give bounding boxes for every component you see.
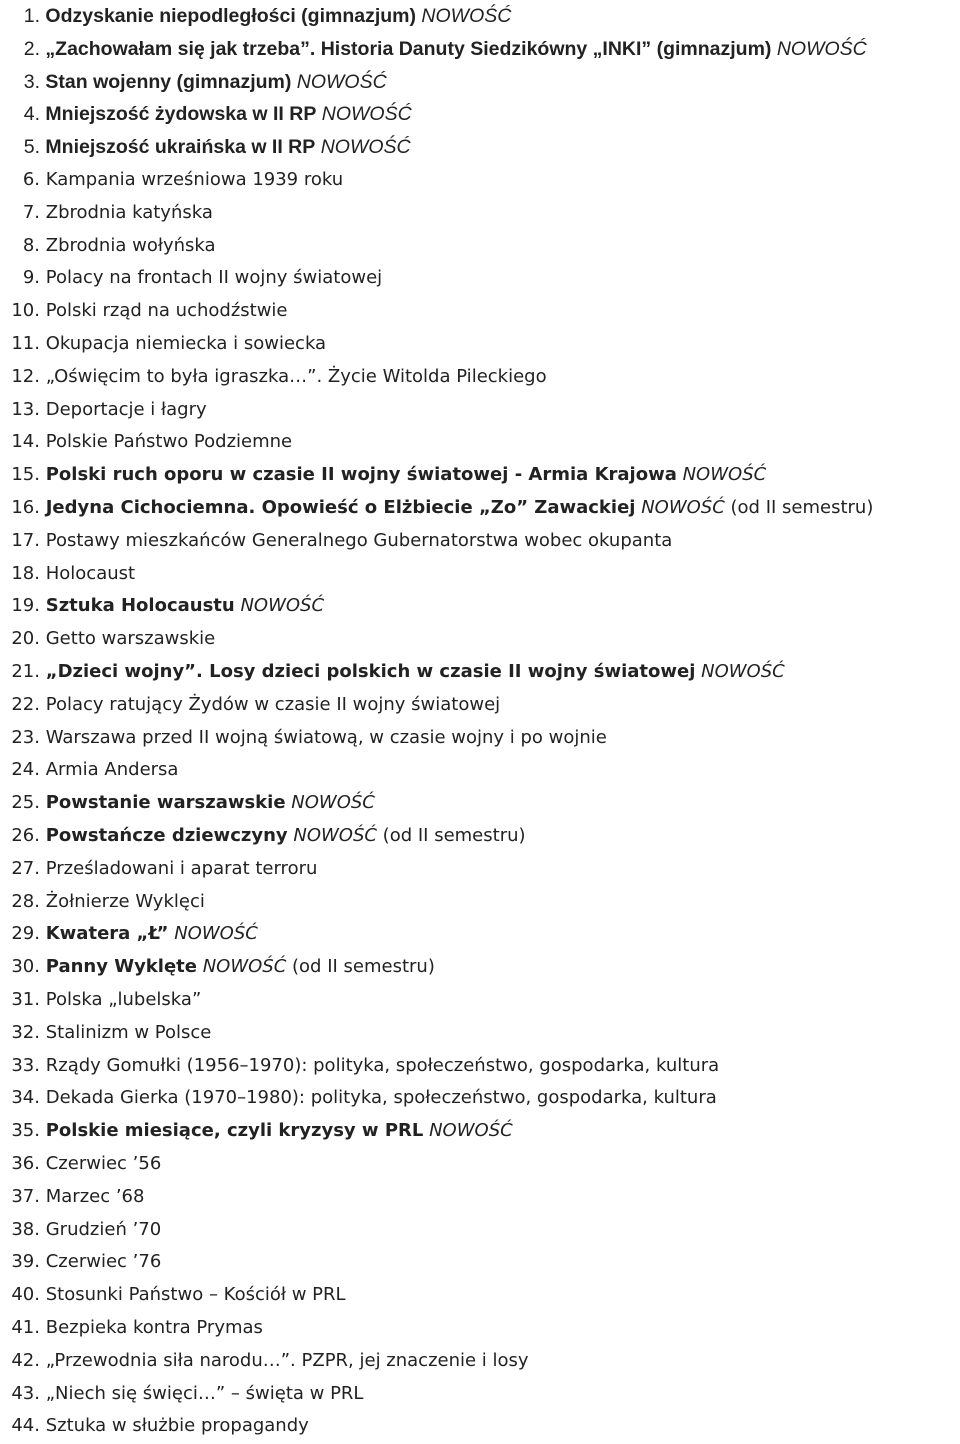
item-text: Marzec ’68 — [45, 1185, 145, 1207]
item-text: Prześladowani i aparat terroru — [45, 857, 318, 879]
new-badge: NOWOŚĆ — [296, 70, 387, 93]
new-badge: NOWOŚĆ — [291, 792, 375, 814]
item-number: 13. — [11, 398, 40, 420]
item-text: „Przewodnia siła narodu…”. PZPR, jej znaczenie i losy — [45, 1349, 529, 1371]
list-item — [0, 230, 216, 263]
item-number: 3. — [23, 70, 40, 93]
item-number: 29. — [11, 923, 40, 945]
item-number: 5. — [23, 136, 40, 159]
item-number: 33. — [11, 1054, 40, 1076]
list-item — [0, 558, 135, 591]
list-item — [0, 787, 375, 820]
list-item — [0, 689, 500, 722]
item-text: (od II semestru) — [286, 956, 435, 978]
item-number: 27. — [11, 857, 40, 879]
item-text: Bezpieka kontra Prymas — [45, 1317, 263, 1338]
list-item — [0, 1279, 346, 1312]
item-text: Okupacja niemiecka i sowiecka — [45, 333, 327, 354]
item-text: Armia Andersa — [45, 759, 179, 781]
item-text: Rządy Gomułki (1956–1970): polityka, społeczeństwo, gospodarka, kultura — [45, 1054, 720, 1076]
item-title-bold: Jedyna Cichociemna. Opowieść o Elżbiecie „Zo” Zawackiej — [45, 497, 636, 518]
item-text: Stosunki Państwo – Kościół w PRL — [45, 1284, 346, 1306]
list-item — [0, 394, 207, 427]
list-item — [0, 590, 324, 623]
list-item — [0, 131, 411, 164]
list-item — [0, 525, 672, 558]
item-number: 19. — [11, 595, 40, 617]
item-text: Polacy ratujący Żydów w czasie II wojny światowej — [45, 693, 501, 715]
item-text: „Niech się święci…” – święta w PRL — [45, 1382, 364, 1404]
list-item — [0, 656, 785, 689]
list-item — [0, 1312, 263, 1345]
item-number: 16. — [11, 497, 40, 518]
item-title-bold: Stan wojenny (gimnazjum) — [45, 70, 292, 93]
new-badge: NOWOŚĆ — [174, 923, 258, 945]
item-number: 41. — [11, 1317, 40, 1338]
item-number: 7. — [22, 201, 40, 223]
item-text: Dekada Gierka (1970–1980): polityka, społeczeństwo, gospodarka, kultura — [45, 1087, 717, 1109]
item-text: Grudzień ’70 — [45, 1218, 162, 1240]
list-item — [0, 1050, 719, 1083]
item-number: 30. — [11, 956, 40, 978]
item-title-bold: Kwatera „Ł” — [45, 923, 169, 945]
list-item — [0, 164, 343, 197]
list-item — [0, 492, 873, 525]
list-item — [0, 0, 511, 33]
list-item — [0, 951, 435, 984]
list-item — [0, 1345, 529, 1378]
list-item — [0, 1378, 363, 1411]
list-item — [0, 754, 178, 787]
item-title-bold: Mniejszość ukraińska w II RP — [45, 136, 316, 159]
list-item — [0, 1214, 161, 1247]
list-item — [0, 1246, 161, 1279]
item-number: 32. — [11, 1021, 40, 1043]
item-number: 11. — [11, 333, 40, 354]
item-title-bold: Sztuka Holocaustu — [45, 595, 235, 617]
item-number: 18. — [11, 562, 40, 584]
item-number: 42. — [11, 1349, 40, 1371]
item-number: 23. — [11, 726, 40, 748]
new-badge: NOWOŚĆ — [776, 37, 867, 60]
new-badge: NOWOŚĆ — [240, 595, 325, 617]
list-item — [0, 984, 201, 1017]
new-badge: NOWOŚĆ — [701, 661, 785, 682]
new-badge: NOWOŚĆ — [641, 497, 725, 518]
item-number: 4. — [23, 103, 40, 126]
item-text: Kampania wrześniowa 1939 roku — [45, 169, 344, 190]
list-item — [0, 328, 326, 361]
list-item — [0, 66, 387, 99]
item-number: 26. — [11, 825, 40, 846]
list-item — [0, 853, 317, 886]
list-item — [0, 262, 382, 295]
list-item — [0, 1017, 211, 1050]
list-item — [0, 459, 766, 492]
list-item — [0, 295, 288, 328]
item-text: Zbrodnia wołyńska — [45, 234, 216, 256]
item-text: Polacy na frontach II wojny światowej — [45, 267, 383, 289]
list-item — [0, 1115, 513, 1148]
item-text: (od II semestru) — [724, 497, 874, 518]
item-title-bold: Powstańcze dziewczyny — [45, 825, 288, 846]
item-number: 1. — [23, 5, 40, 27]
item-text: Polski rząd na uchodźstwie — [45, 300, 288, 322]
list-item — [0, 886, 205, 919]
item-text: Sztuka w służbie propagandy — [45, 1415, 309, 1437]
item-number: 28. — [11, 890, 40, 912]
item-text: Polskie Państwo Podziemne — [45, 431, 293, 453]
item-number: 22. — [11, 693, 40, 715]
item-title-bold: Mniejszość żydowska w II RP — [45, 103, 317, 126]
item-title-bold: Polskie miesiące, czyli kryzysy w PRL — [45, 1120, 424, 1142]
list-item — [0, 1410, 309, 1443]
item-number: 39. — [11, 1251, 40, 1273]
item-number: 2. — [23, 37, 40, 60]
item-number: 14. — [11, 431, 40, 453]
item-number: 43. — [11, 1382, 40, 1404]
item-text: Holocaust — [45, 562, 136, 584]
item-number: 6. — [22, 169, 40, 190]
item-text: Stalinizm w Polsce — [45, 1021, 212, 1043]
item-number: 31. — [11, 989, 40, 1010]
item-number: 40. — [11, 1284, 40, 1306]
item-text: Zbrodnia katyńska — [45, 201, 213, 223]
item-title-bold: „Dzieci wojny”. Losy dzieci polskich w czasie II wojny światowej — [45, 661, 696, 682]
item-number: 15. — [11, 464, 40, 486]
item-title-bold: Polski ruch oporu w czasie II wojny światowej - Armia Krajowa — [45, 464, 677, 486]
item-title-bold: „Zachowałam się jak trzeba”. Historia Danuty Siedzikówny „INKI” (gimnazjum) — [45, 37, 772, 60]
new-badge: NOWOŚĆ — [429, 1120, 513, 1142]
item-text: Żołnierze Wyklęci — [45, 890, 205, 912]
list-item — [0, 1082, 717, 1115]
list-item — [0, 722, 607, 755]
list-item — [0, 33, 867, 66]
item-text: Czerwiec ’56 — [45, 1153, 162, 1174]
item-number: 25. — [11, 792, 40, 814]
item-number: 10. — [11, 300, 40, 322]
item-text: Postawy mieszkańców Generalnego Gubernatorstwa wobec okupanta — [45, 529, 673, 551]
list-item — [0, 623, 215, 656]
item-number: 17. — [11, 529, 40, 551]
new-badge: NOWOŚĆ — [293, 825, 377, 846]
item-number: 9. — [22, 267, 40, 289]
item-number: 12. — [11, 365, 40, 387]
new-badge: NOWOŚĆ — [320, 136, 411, 159]
list-item — [0, 1148, 161, 1181]
list-item — [0, 197, 213, 230]
item-text: Deportacje i łagry — [45, 398, 207, 420]
item-number: 20. — [11, 628, 40, 650]
item-number: 36. — [11, 1153, 40, 1174]
item-title-bold: Odzyskanie niepodległości (gimnazjum) — [45, 5, 416, 27]
item-text: Warszawa przed II wojną światową, w czasie wojny i po wojnie — [45, 726, 607, 748]
item-number: 38. — [11, 1218, 40, 1240]
list-item — [0, 1181, 144, 1214]
item-text: (od II semestru) — [376, 825, 526, 846]
list-item — [0, 918, 258, 951]
item-number: 35. — [11, 1120, 40, 1142]
item-number: 44. — [11, 1415, 40, 1437]
item-text: „Oświęcim to była igraszka…”. Życie Witolda Pileckiego — [45, 365, 547, 387]
new-badge: NOWOŚĆ — [321, 103, 412, 126]
item-text: Polska „lubelska” — [45, 989, 202, 1010]
item-number: 21. — [11, 661, 40, 682]
item-title-bold: Powstanie warszawskie — [45, 792, 286, 814]
item-number: 34. — [11, 1087, 40, 1109]
item-text: Getto warszawskie — [45, 628, 216, 650]
list-item — [0, 820, 526, 853]
item-text: Czerwiec ’76 — [45, 1251, 162, 1273]
item-number: 8. — [22, 234, 40, 256]
list-item — [0, 361, 547, 394]
list-item — [0, 426, 292, 459]
new-badge: NOWOŚĆ — [421, 5, 512, 27]
new-badge: NOWOŚĆ — [682, 464, 767, 486]
list-item — [0, 98, 412, 131]
item-number: 37. — [11, 1185, 40, 1207]
item-number: 24. — [11, 759, 40, 781]
new-badge: NOWOŚĆ — [202, 956, 287, 978]
item-title-bold: Panny Wyklęte — [45, 956, 197, 978]
